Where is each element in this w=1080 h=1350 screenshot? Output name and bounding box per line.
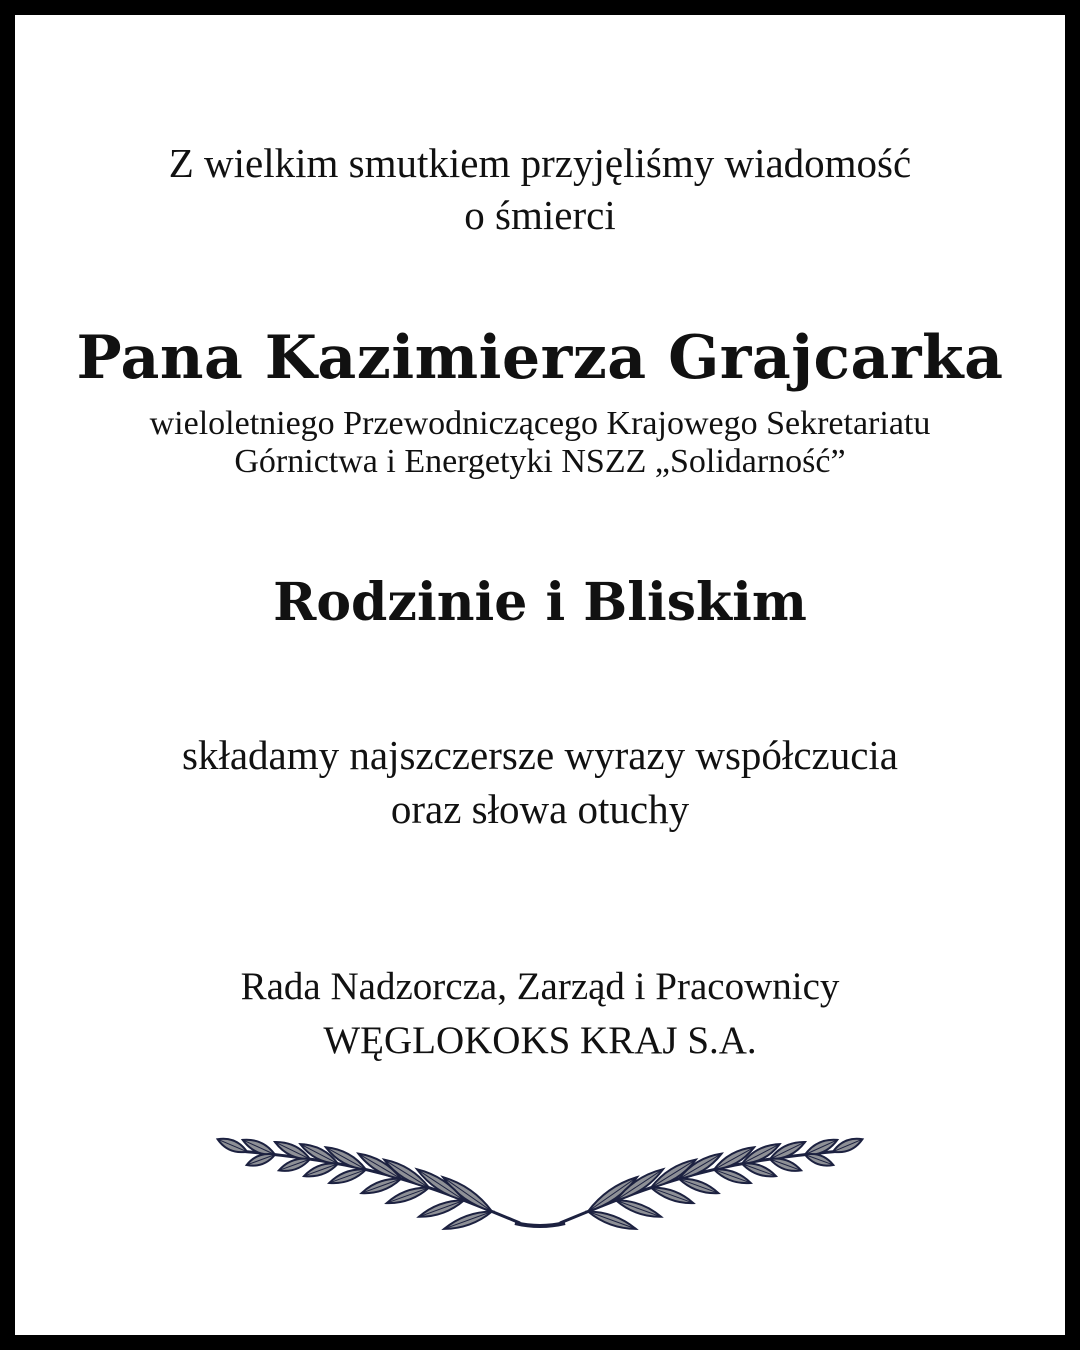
laurel-right-branch-icon [560, 1139, 862, 1229]
addressees-heading: Rodzinie i Bliskim [273, 572, 807, 633]
condolence-line-2: oraz słowa otuchy [390, 786, 690, 832]
laurel-leaf-vein-icon [588, 1211, 636, 1228]
condolence-line-1: składamy najszczersze wyrazy współczucia [181, 732, 899, 778]
intro-text [15, 137, 1065, 241]
intro-line-2: o śmierci [464, 192, 616, 238]
laurel-left-branch-icon [218, 1139, 520, 1229]
signature [15, 960, 1065, 1068]
laurel-joint-icon [515, 1223, 565, 1226]
condolence-text [15, 728, 1065, 836]
signature-line-2: WĘGLOKOKS KRAJ S.A. [323, 1019, 757, 1062]
role-line-2: Górnictwa i Energetyki NSZZ „Solidarność” [234, 443, 846, 480]
deceased-role [15, 405, 1065, 481]
intro-line-1: Z wielkim smutkiem przyjęliśmy wiadomość [168, 140, 912, 186]
deceased-name: Pana Kazimierza Grajcarka [76, 323, 1004, 393]
laurel-leaf-vein-icon [444, 1211, 492, 1228]
obituary-card [15, 15, 1065, 1335]
signature-line-1: Rada Nadzorcza, Zarząd i Pracownicy [240, 965, 840, 1008]
laurel-branches-icon [215, 1095, 865, 1255]
role-line-1: wieloletniego Przewodniczącego Krajowego Sekretariatu [149, 405, 931, 442]
